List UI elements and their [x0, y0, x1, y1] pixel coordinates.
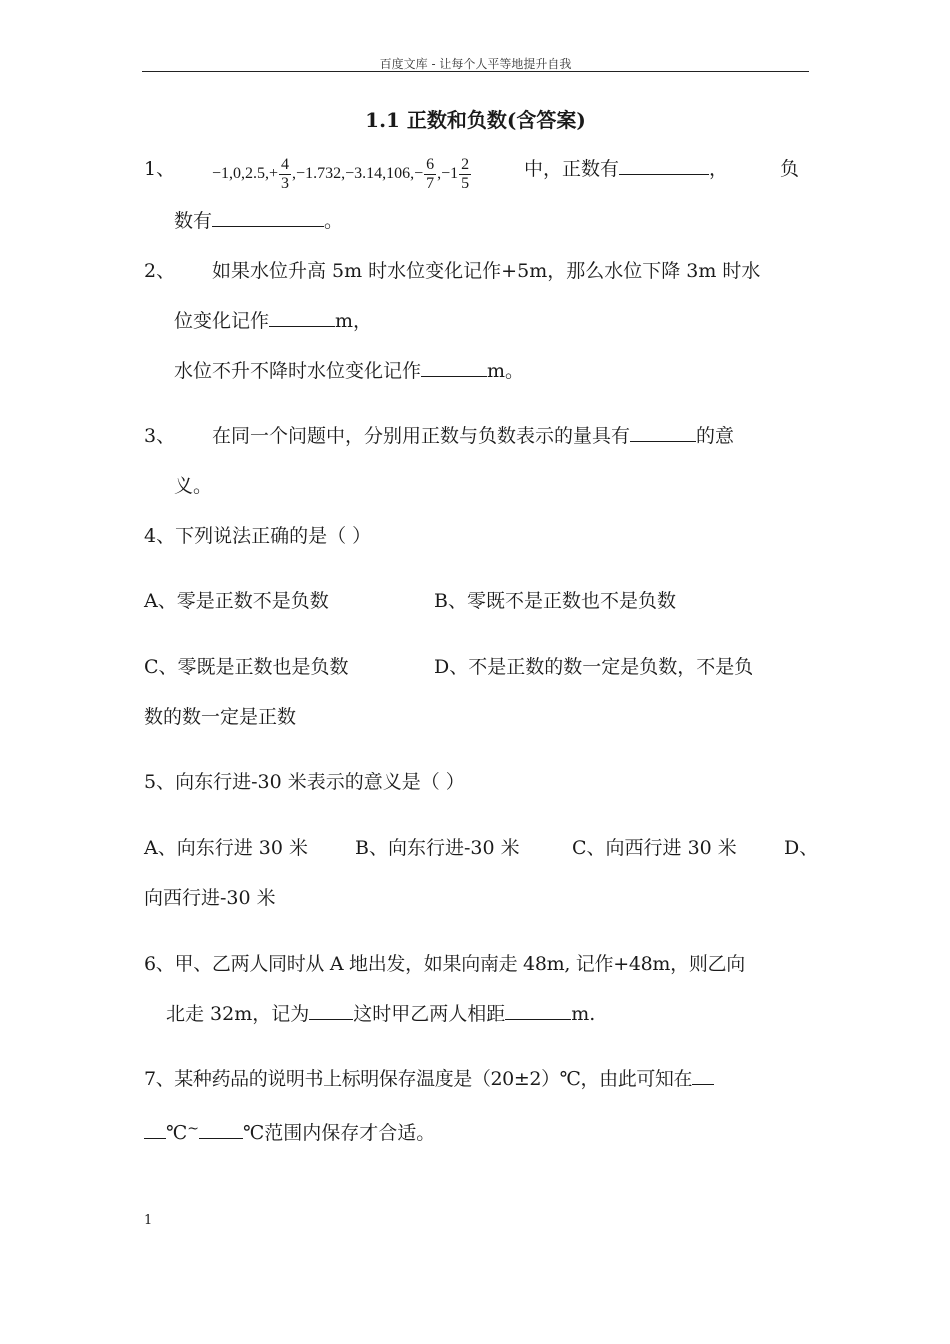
- answer-blank[interactable]: [309, 1001, 353, 1020]
- answer-blank[interactable]: [212, 208, 324, 227]
- q4-option-d: D、不是正数的数一定是负数，不是负: [434, 656, 754, 678]
- q1-number-list: [212, 150, 472, 198]
- fraction-denominator: 5: [461, 174, 470, 192]
- q2-text: m。: [487, 360, 525, 382]
- q7-text: ℃: [166, 1122, 188, 1144]
- q4-option-c: C、零既是正数也是负数: [144, 656, 349, 678]
- q2-line-1: 如果水位升高 5m 时水位变化记作+5m，那么水位下降 3m 时水: [212, 260, 761, 282]
- fraction-denominator: 3: [281, 174, 290, 192]
- q3-line-1: [212, 422, 734, 450]
- answer-blank[interactable]: [269, 308, 335, 327]
- q5-option-b: B、向东行进-30 米: [355, 837, 520, 859]
- fraction-numerator: 4: [281, 155, 290, 173]
- answer-blank[interactable]: [692, 1066, 714, 1085]
- q6-line-2: [166, 1000, 595, 1028]
- q2-text: 水位不升不降时水位变化记作: [174, 360, 422, 382]
- q2-text: 位变化记作: [174, 310, 270, 332]
- q1-text: ，: [709, 158, 729, 180]
- q4-option-a: A、零是正数不是负数: [144, 590, 329, 612]
- page-number: 1: [144, 1213, 153, 1228]
- answer-blank[interactable]: [199, 1120, 243, 1139]
- q5-stem: 5、向东行进-30 米表示的意义是（ ）: [144, 771, 465, 793]
- q6-text: m.: [571, 1003, 596, 1025]
- q4-stem: 4、下列说法正确的是（ ）: [144, 525, 372, 547]
- q1-expr-part: −1,0,2.5,+: [212, 165, 279, 182]
- q5-option-c: C、向西行进 30 米: [572, 837, 737, 859]
- q1-line-2: [174, 207, 343, 235]
- answer-blank[interactable]: [421, 358, 487, 377]
- tilde-symbol: ~: [187, 1121, 199, 1137]
- q3-line-2: 义。: [174, 475, 213, 497]
- page-header: 百度文库 - 让每个人平等地提升自我: [379, 57, 572, 71]
- q5-option-a: A、向东行进 30 米: [144, 837, 308, 859]
- q2-line-2: [174, 307, 372, 335]
- q2-number: 2、: [144, 260, 176, 282]
- answer-blank[interactable]: [505, 1001, 571, 1020]
- fraction-6-7: [424, 156, 436, 193]
- q3-text: 在同一个问题中，分别用正数与负数表示的量具有: [212, 425, 631, 447]
- fraction-4-3: [279, 156, 291, 193]
- header-divider: [142, 71, 809, 72]
- q5-option-d: D、: [784, 837, 819, 859]
- q3-text: 的意: [696, 425, 735, 447]
- answer-blank[interactable]: [619, 156, 709, 175]
- q2-line-3: [174, 357, 524, 385]
- answer-blank[interactable]: [630, 423, 696, 442]
- q1-line-1-text: [524, 155, 728, 183]
- fraction-numerator: 2: [461, 155, 470, 173]
- q1-text-end: 负: [780, 158, 800, 180]
- q2-text: m，: [335, 310, 373, 332]
- fraction-2-5: [459, 156, 471, 193]
- q1-number: 1、: [144, 158, 176, 180]
- q6-text: 北走 32m，记为: [166, 1003, 310, 1025]
- document-title: 1.1 正数和负数(含答案): [365, 108, 586, 132]
- fraction-numerator: 6: [426, 155, 435, 173]
- q4-option-b: B、零既不是正数也不是负数: [434, 590, 676, 612]
- fraction-denominator: 7: [426, 174, 435, 192]
- q6-line-1: 6、甲、乙两人同时从 A 地出发，如果向南走 48m, 记作+48m，则乙向: [144, 953, 745, 975]
- q5-option-d-continued: 向西行进-30 米: [144, 887, 276, 909]
- q1-text: 。: [324, 210, 344, 232]
- q1-text: 中，正数有: [524, 158, 620, 180]
- answer-blank[interactable]: [144, 1120, 166, 1139]
- q1-expr-part: ,−1: [437, 165, 459, 182]
- q3-number: 3、: [144, 425, 176, 447]
- q7-text: ℃范围内保存才合适。: [243, 1122, 436, 1144]
- q4-option-d-continued: 数的数一定是正数: [144, 706, 297, 728]
- q7-text: 7、某种药品的说明书上标明保存温度是（20±2）℃，由此可知在: [144, 1068, 693, 1090]
- q1-expr-part: ,−1.732,−3.14,106,−: [292, 165, 424, 182]
- q6-text: 这时甲乙两人相距: [353, 1003, 506, 1025]
- q7-line-2: [144, 1115, 435, 1147]
- q1-text: 数有: [174, 210, 213, 232]
- q7-line-1: [144, 1065, 714, 1093]
